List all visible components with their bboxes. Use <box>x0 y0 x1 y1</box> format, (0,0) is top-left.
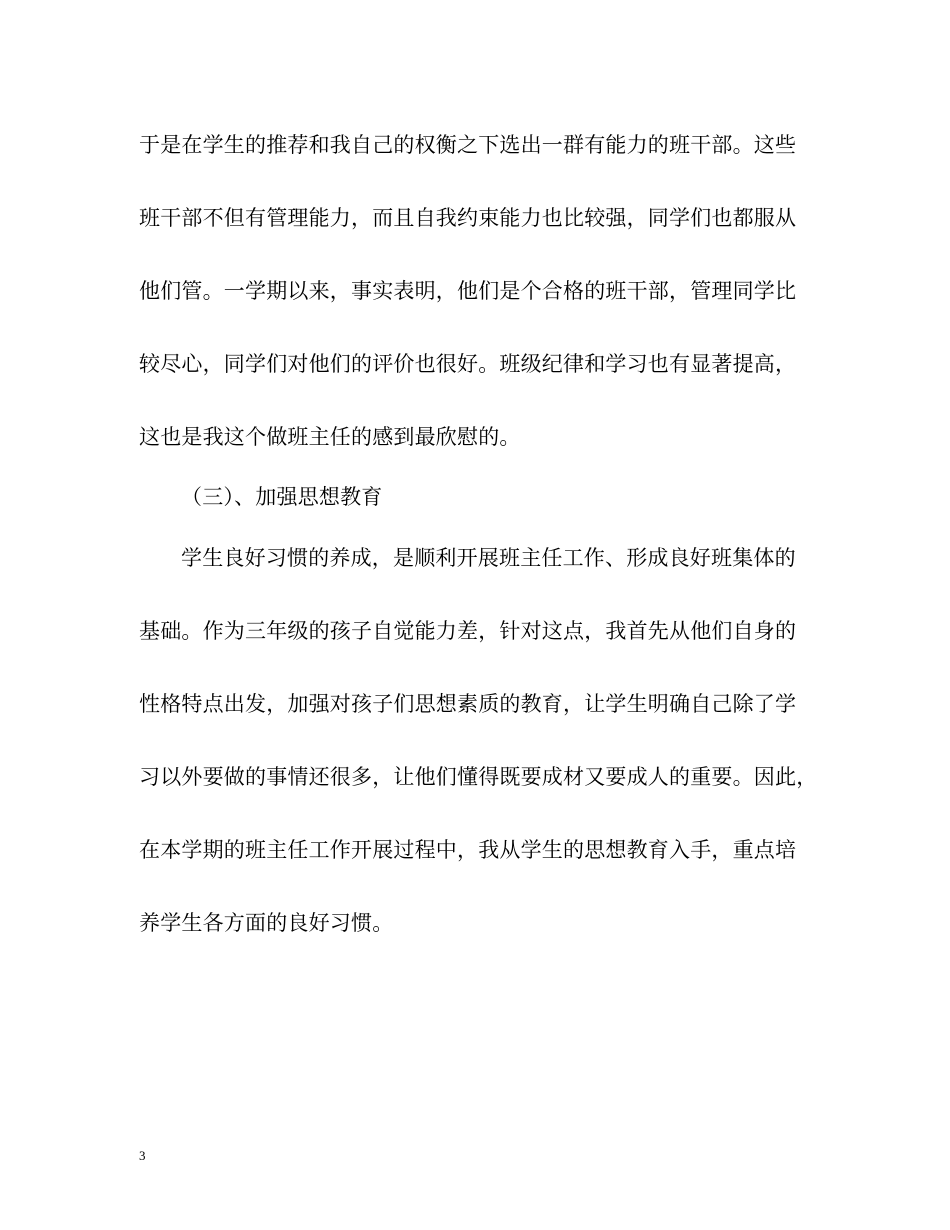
page-number: 3 <box>139 1148 146 1163</box>
body-text-line: 学生良好习惯的养成，是顺利开展班主任工作、形成良好班集体的 <box>181 546 796 570</box>
body-text-line: 性格特点出发，加强对孩子们思想素质的教育，让学生明确自己除了学 <box>139 692 797 716</box>
body-text-line: 这也是我这个做班主任的感到最欣慰的。 <box>139 425 521 449</box>
body-text-line: 班干部不但有管理能力，而且自我约束能力也比较强，同学们也都服从 <box>139 206 797 230</box>
section-heading: （三）、加强思想教育 <box>181 485 383 509</box>
body-text-line: 于是在学生的推荐和我自己的权衡之下选出一群有能力的班干部。这些 <box>139 133 797 157</box>
body-text-line: 养学生各方面的良好习惯。 <box>139 911 394 935</box>
body-text-line: 较尽心，同学们对他们的评价也很好。班级纪律和学习也有显著提高， <box>139 352 797 376</box>
body-text-line: 他们管。一学期以来，事实表明，他们是个合格的班干部，管理同学比 <box>139 279 797 303</box>
body-text-line: 习以外要做的事情还很多，让他们懂得既要成材又要成人的重要。因此， <box>139 765 818 789</box>
body-text-line: 基础。作为三年级的孩子自觉能力差，针对这点，我首先从他们自身的 <box>139 619 797 643</box>
body-text-line: 在本学期的班主任工作开展过程中，我从学生的思想教育入手，重点培 <box>139 838 797 862</box>
